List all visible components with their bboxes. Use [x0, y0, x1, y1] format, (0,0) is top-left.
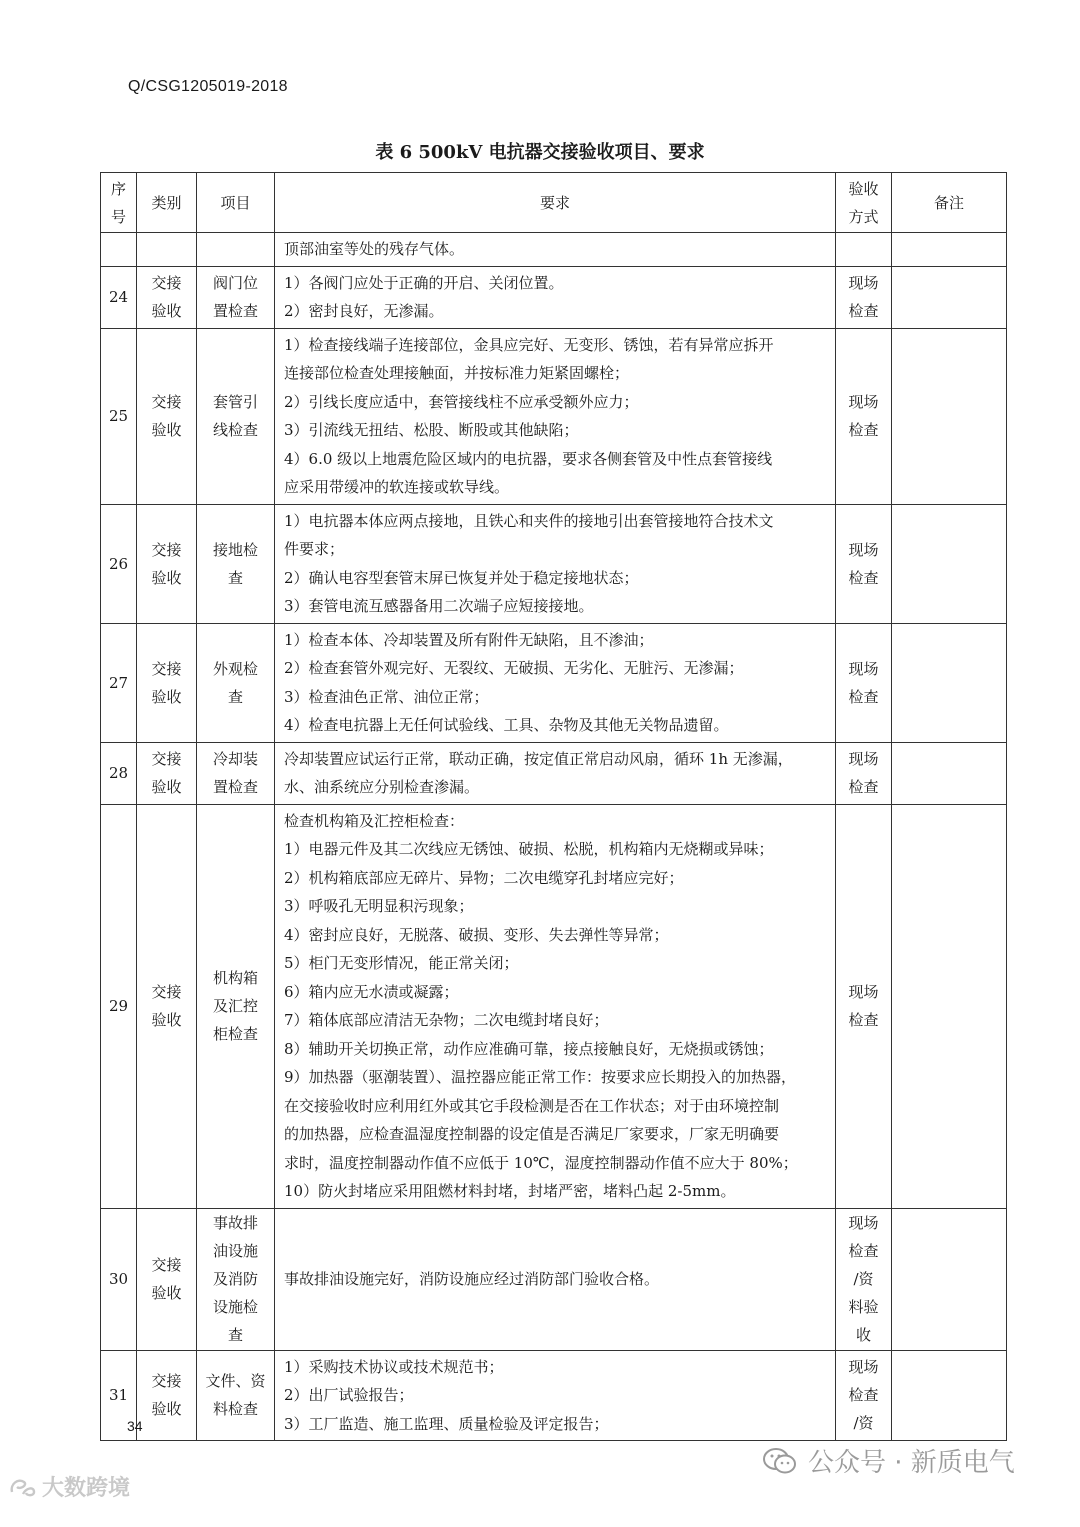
table-row [101, 623, 1007, 742]
header-category: 类别 [137, 173, 197, 233]
cell-line: 3）工厂监造、施工监理、质量检验及评定报告； [284, 1414, 609, 1433]
cell-line: 连接部位检查处理接触面，并按标准力矩紧固螺栓； [284, 364, 630, 382]
cell-line: 交接 [151, 1256, 182, 1274]
row-number: 28 [101, 742, 137, 804]
row-method [836, 328, 892, 504]
cell-line: 验收 [151, 421, 182, 439]
row-category [137, 266, 197, 328]
cell-line: 交接 [151, 659, 182, 678]
cell-line: 现场 [848, 393, 879, 411]
cell-line: 检查 [848, 421, 879, 439]
row-requirement [275, 623, 836, 742]
scribble-logo-icon [8, 1474, 38, 1500]
row-method [836, 1208, 892, 1350]
row-number: 26 [101, 504, 137, 623]
cell-line: 现场 [848, 983, 879, 1001]
cell-line: 检查 [848, 1242, 879, 1260]
cell-line: 及汇控 [212, 997, 258, 1015]
cell-line: 6）箱内应无水渍或凝露； [284, 982, 459, 1001]
cell-line: 现场 [848, 274, 879, 292]
cell-line: 检查 [848, 687, 879, 706]
cell-line: 2）机构箱底部应无碎片、异物；二次电缆穿孔封堵应完好； [284, 868, 684, 887]
row-requirement [275, 504, 836, 623]
table-row [101, 328, 1007, 504]
row-method [836, 804, 892, 1208]
cell-line: 验收 [151, 778, 182, 796]
row-item [197, 804, 275, 1208]
cell-line: 1）采购技术协议或技术规范书； [284, 1357, 504, 1376]
cell-line: 查 [227, 687, 243, 706]
row-remark [892, 623, 1007, 742]
cell-line: 检查 [848, 302, 879, 320]
watermark-left-text: 大数跨境 [42, 1476, 131, 1501]
cell-line: 求时，温度控制器动作值不应低于 10℃，湿度控制器动作值不应大于 80%； [284, 1153, 798, 1172]
cell-line: 1）电抗器本体应两点接地，且铁心和夹件的接地引出套管接地符合技术文 [284, 511, 774, 530]
row-remark [892, 233, 1007, 267]
cell-line: 应采用带缓冲的软连接或软导线。 [284, 478, 510, 496]
table-title: 表 6 500kV 电抗器交接验收项目、要求 [375, 142, 705, 163]
row-item [197, 233, 275, 267]
cell-line: 3）引流线无扭结、松股、断股或其他缺陷； [284, 421, 579, 439]
cell-line: 4）密封应良好，无脱落、破损、变形、失去弹性等异常； [284, 925, 669, 944]
table-row [101, 742, 1007, 804]
table-row [101, 1350, 1007, 1441]
cell-line: 现场 [848, 750, 879, 768]
cell-line: 7）箱体底部应清洁无杂物；二次电缆封堵良好； [284, 1011, 609, 1029]
table-row [101, 233, 1007, 267]
row-remark [892, 504, 1007, 623]
row-category [137, 1208, 197, 1350]
cell-line: 交接 [151, 393, 182, 411]
cell-line: 1）检查本体、冷却装置及所有附件无缺陷，且不渗油； [284, 630, 654, 649]
row-category [137, 328, 197, 504]
cell-line: 事故排 [212, 1214, 258, 1232]
cell-line: 件要求； [284, 540, 345, 558]
cell-line: 10）防火封堵应采用阻燃材料封堵，封堵严密，堵料凸起 2-5mm。 [284, 1182, 736, 1200]
header-item: 项目 [197, 173, 275, 233]
row-item [197, 742, 275, 804]
cell-line: 1）电器元件及其二次线应无锈蚀、破损、松脱，机构箱内无烧糊或异味； [284, 840, 774, 858]
row-method [836, 504, 892, 623]
row-requirement [275, 804, 836, 1208]
row-item [197, 328, 275, 504]
cell-line: 冷却装置应试运行正常，联动正确，按定值正常启动风扇，循环 1h 无渗漏， [284, 749, 793, 768]
cell-line: 检查 [848, 1011, 879, 1029]
row-number: 24 [101, 266, 137, 328]
row-requirement [275, 1208, 836, 1350]
cell-line: 8）辅助开关切换正常，动作应准确可靠，接点接触良好，无烧损或锈蚀； [284, 1039, 774, 1058]
cell-line: 阀门位 [212, 274, 258, 292]
cell-line: 验收 [151, 687, 182, 706]
header-no: 序 号 [101, 173, 137, 233]
cell-line: 验收 [151, 302, 182, 320]
cell-line: 收 [855, 1326, 871, 1344]
cell-line: 4）检查电抗器上无任何试验线、工具、杂物及其他无关物品遗留。 [284, 716, 729, 734]
cell-line: 冷却装 [212, 750, 258, 768]
row-number: 30 [101, 1208, 137, 1350]
cell-line: 及消防 [212, 1270, 258, 1288]
table-row [101, 504, 1007, 623]
row-remark [892, 328, 1007, 504]
row-remark [892, 804, 1007, 1208]
cell-line: 套管引 [212, 393, 258, 411]
cell-line: 5）柜门无变形情况，能正常关闭； [284, 954, 519, 972]
cell-line: 交接 [151, 540, 182, 559]
cell-line: 文件、资 [205, 1372, 266, 1391]
header-method: 验收 方式 [836, 173, 892, 233]
row-number: 29 [101, 804, 137, 1208]
document-code: Q/CSG1205019-2018 [128, 78, 288, 95]
cell-line: 交接 [151, 750, 182, 768]
cell-line: 事故排油设施完好，消防设施应经过消防部门验收合格。 [284, 1269, 660, 1288]
header-remark: 备注 [892, 173, 1007, 233]
row-method [836, 266, 892, 328]
cell-line: 验收 [151, 1284, 182, 1302]
row-method [836, 233, 892, 267]
watermark-left [8, 1471, 130, 1502]
cell-line: 料验 [848, 1298, 879, 1316]
cell-line: 2）出厂试验报告； [284, 1386, 414, 1404]
row-item [197, 623, 275, 742]
cell-line: 料检查 [212, 1400, 258, 1419]
row-requirement [275, 266, 836, 328]
cell-line: 现场 [848, 540, 879, 559]
row-method [836, 742, 892, 804]
cell-line: 验收 [151, 1400, 182, 1419]
cell-line: 接地检 [212, 540, 258, 559]
cell-line: 3）检查油色正常、油位正常； [284, 687, 489, 706]
cell-line: 查 [227, 1326, 243, 1344]
cell-line: 2）检查套管外观完好、无裂纹、无破损、无劣化、无脏污、无渗漏； [284, 659, 744, 677]
row-number: 27 [101, 623, 137, 742]
cell-line: 验收 [151, 568, 182, 587]
cell-line: 线检查 [212, 421, 258, 439]
row-category [137, 742, 197, 804]
table-header-row [101, 173, 1007, 233]
row-requirement [275, 328, 836, 504]
row-category [137, 504, 197, 623]
cell-line: 2）确认电容型套管末屏已恢复并处于稳定接地状态； [284, 568, 639, 587]
watermark-right [762, 1442, 1015, 1479]
table-row [101, 266, 1007, 328]
cell-line: 置检查 [212, 778, 258, 796]
cell-line: 3）套管电流互感器备用二次端子应短接接地。 [284, 597, 594, 615]
cell-line: 油设施 [212, 1242, 258, 1260]
cell-line: 检查 [848, 778, 879, 796]
row-remark [892, 266, 1007, 328]
cell-line: /资 [853, 1414, 874, 1433]
row-item [197, 266, 275, 328]
row-number: 25 [101, 328, 137, 504]
cell-line: 1）检查接线端子连接部位，金具应完好、无变形、锈蚀，若有异常应拆开 [284, 335, 774, 354]
watermark-right-text: 公众号 · 新质电气 [808, 1448, 1015, 1478]
row-method [836, 623, 892, 742]
cell-line: 2）密封良好，无渗漏。 [284, 302, 444, 320]
row-remark [892, 742, 1007, 804]
row-category [137, 623, 197, 742]
cell-line: 检查 [848, 1386, 879, 1405]
cell-line: 机构箱 [212, 969, 258, 987]
row-method [836, 1350, 892, 1441]
cell-line: /资 [853, 1270, 874, 1288]
row-requirement [275, 1350, 836, 1441]
cell-line: 顶部油室等处的残存气体。 [284, 240, 465, 258]
cell-line: 柜检查 [212, 1025, 258, 1043]
row-item [197, 1350, 275, 1441]
cell-line: 3）呼吸孔无明显积污现象； [284, 897, 474, 915]
acceptance-table [100, 172, 1007, 1441]
cell-line: 现场 [848, 1358, 879, 1377]
cell-line: 交接 [151, 274, 182, 292]
row-item [197, 504, 275, 623]
row-category [137, 1350, 197, 1441]
cell-line: 置检查 [212, 302, 258, 320]
cell-line: 9）加热器（驱潮装置）、温控器应能正常工作：按要求应长期投入的加热器， [284, 1068, 797, 1086]
row-category [137, 804, 197, 1208]
row-remark [892, 1208, 1007, 1350]
cell-line: 验收 [151, 1011, 182, 1029]
cell-line: 查 [227, 568, 243, 587]
cell-line: 2）引线长度应适中，套管接线柱不应承受额外应力； [284, 392, 639, 411]
cell-line: 交接 [151, 1372, 182, 1391]
table-row [101, 804, 1007, 1208]
row-requirement [275, 742, 836, 804]
cell-line: 的加热器，应检查温湿度控制器的设定值是否满足厂家要求，厂家无明确要 [284, 1125, 780, 1143]
cell-line: 交接 [151, 983, 182, 1001]
cell-line: 外观检 [212, 659, 258, 678]
row-number: 31 [101, 1350, 137, 1441]
header-requirement: 要求 [275, 173, 836, 233]
row-remark [892, 1350, 1007, 1441]
wechat-icon [762, 1447, 798, 1475]
table-row [101, 1208, 1007, 1350]
cell-line: 在交接验收时应利用红外或其它手段检测是否在工作状态；对于由环境控制 [284, 1096, 780, 1115]
cell-line: 水、油系统应分别检查渗漏。 [284, 778, 480, 796]
cell-line: 设施检 [212, 1298, 258, 1316]
row-category [137, 233, 197, 267]
cell-line: 1）各阀门应处于正确的开启、关闭位置。 [284, 273, 564, 292]
row-requirement [275, 233, 836, 267]
page-number: 34 [127, 1418, 143, 1434]
cell-line: 检查 [848, 568, 879, 587]
row-number [101, 233, 137, 267]
cell-line: 现场 [848, 659, 879, 678]
cell-line: 现场 [848, 1214, 879, 1232]
row-item [197, 1208, 275, 1350]
cell-line: 4）6.0 级以上地震危险区域内的电抗器，要求各侧套管及中性点套管接线 [284, 449, 773, 468]
cell-line: 检查机构箱及汇控柜检查： [284, 811, 465, 830]
